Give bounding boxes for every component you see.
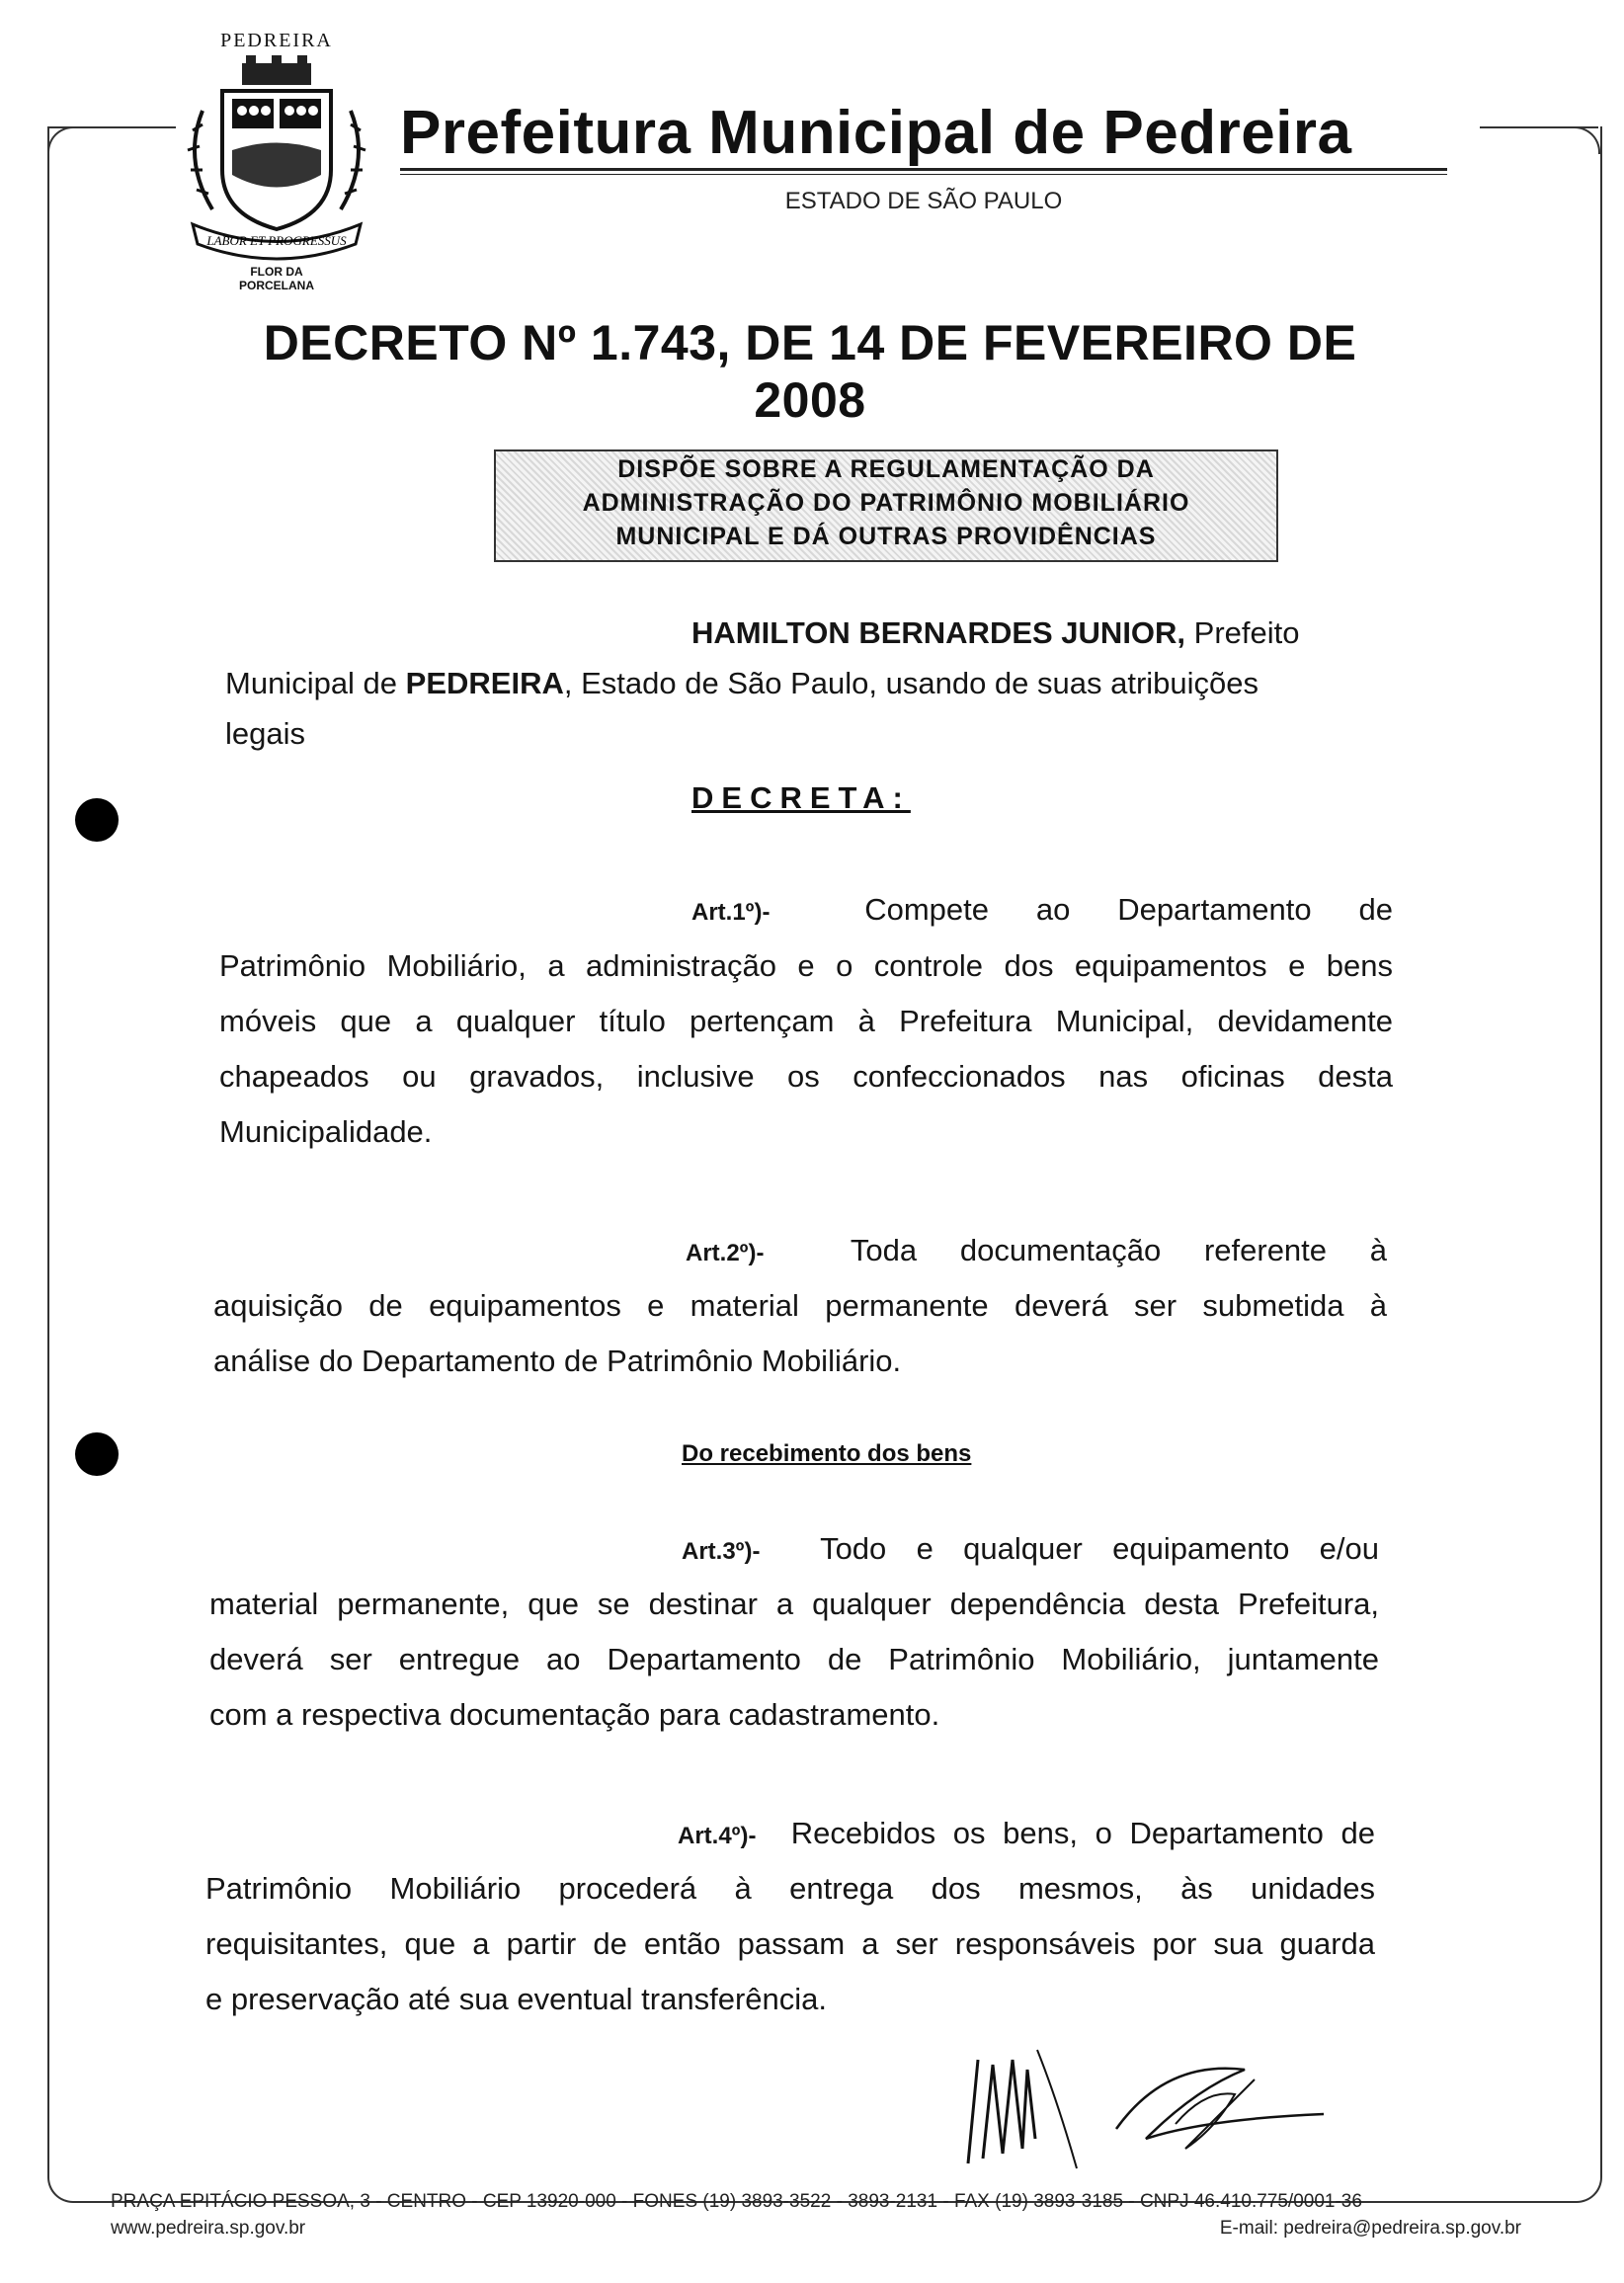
title-rule [400, 168, 1447, 171]
ementa-line: MUNICIPAL E DÁ OUTRAS PROVIDÊNCIAS [615, 523, 1157, 550]
article-text: Compete ao Departamento de [864, 892, 1393, 927]
footer-email[interactable]: E-mail: pedreira@pedreira.sp.gov.br [1219, 2218, 1521, 2239]
preamble-line2 [225, 658, 1391, 708]
municipal-crest [163, 30, 390, 292]
art3-first-line [682, 1523, 1379, 1577]
punch-hole [75, 798, 119, 842]
article-text: Todo e qualquer equipamento e/ou [820, 1531, 1379, 1566]
art1-line: Patrimônio Mobiliário, a administração e o controle dos equipamentos e bens [219, 948, 1393, 983]
art3-last-line: com a respectiva documentação para cadastramento. [209, 1697, 940, 1732]
ementa-line: ADMINISTRAÇÃO DO PATRIMÔNIO MOBILIÁRIO [582, 489, 1190, 517]
crest-motto: LABOR ET PROGRESSUS [206, 233, 347, 248]
art4-last-line: e preservação até sua eventual transferência. [205, 1982, 827, 2016]
art3-line: deverá ser entregue ao Departamento de Patrimônio Mobiliário, juntamente [209, 1642, 1379, 1676]
mayor-title: Prefeito [1193, 615, 1300, 650]
preamble-text: Municipal de [225, 666, 398, 700]
mayor-name: HAMILTON BERNARDES JUNIOR, [691, 615, 1186, 650]
crest-caption-line1: FLOR DA [250, 265, 303, 279]
signature-icon [948, 2040, 1363, 2178]
art4-line: requisitantes, que a partir de então passam a ser responsáveis por sua guarda [205, 1926, 1375, 1961]
art1-last-line: Municipalidade. [219, 1114, 433, 1149]
decree-title: DECRETO Nº 1.743, DE 14 DE FEVEREIRO DE 2008 [263, 315, 1357, 428]
state-name: ESTADO DE SÃO PAULO [784, 188, 1063, 214]
article-label: Art.2º)- [686, 1240, 765, 1266]
art2-last-line: análise do Departamento de Patrimônio Mobiliário. [213, 1344, 902, 1378]
art1-first-line [691, 884, 1393, 938]
crest-top-text: PEDREIRA [220, 30, 333, 51]
municipality-name: Prefeitura Municipal de Pedreira [400, 99, 1352, 167]
art1-line: chapeados ou gravados, inclusive os confeccionados nas oficinas desta [219, 1059, 1393, 1094]
article-label: Art.4º)- [678, 1823, 757, 1849]
art2-first-line [686, 1225, 1387, 1278]
article-label: Art.1º)- [691, 899, 771, 926]
art1-line: móveis que a qualquer título pertençam à Prefeitura Municipal, devidamente [219, 1004, 1393, 1038]
art4-first-line [678, 1808, 1375, 1861]
section-heading: Do recebimento dos bens [682, 1440, 972, 1467]
crest-caption-line2: PORCELANA [238, 279, 314, 292]
punch-hole [75, 1432, 119, 1476]
preamble-line3: legais [225, 716, 305, 751]
art3-line: material permanente, que se destinar a qualquer dependência desta Prefeitura, [209, 1587, 1379, 1621]
title-rule-thin [400, 174, 1447, 175]
footer-website[interactable]: www.pedreira.sp.gov.br [111, 2218, 306, 2239]
preamble-line1 [691, 608, 1300, 658]
crest-caption [163, 265, 390, 292]
art2-line: aquisição de equipamentos e material permanente deverá ser submetida à [213, 1288, 1387, 1323]
coat-of-arms-icon [163, 51, 390, 264]
decreta-heading: DECRETA: [691, 780, 911, 815]
article-label: Art.3º)- [682, 1538, 761, 1565]
city-name: PEDREIRA [405, 666, 564, 700]
article-text: Recebidos os bens, o Departamento de [790, 1816, 1375, 1850]
ementa-box [494, 449, 1278, 562]
article-text: Toda documentação referente à [850, 1233, 1387, 1267]
footer-address: PRAÇA EPITÁCIO PESSOA, 3 - CENTRO - CEP 13920-000 - FONES (19) 3893-3522 - 3893-2131 - FAX (19) 3893-3185 - CNPJ 46.410.775/0001-36 [111, 2191, 1362, 2212]
art4-line: Patrimônio Mobiliário procederá à entrega dos mesmos, às unidades [205, 1871, 1375, 1906]
preamble-text: , Estado de São Paulo, usando de suas atribuições [563, 666, 1259, 700]
ementa-line: DISPÕE SOBRE A REGULAMENTAÇÃO DA [617, 455, 1155, 483]
